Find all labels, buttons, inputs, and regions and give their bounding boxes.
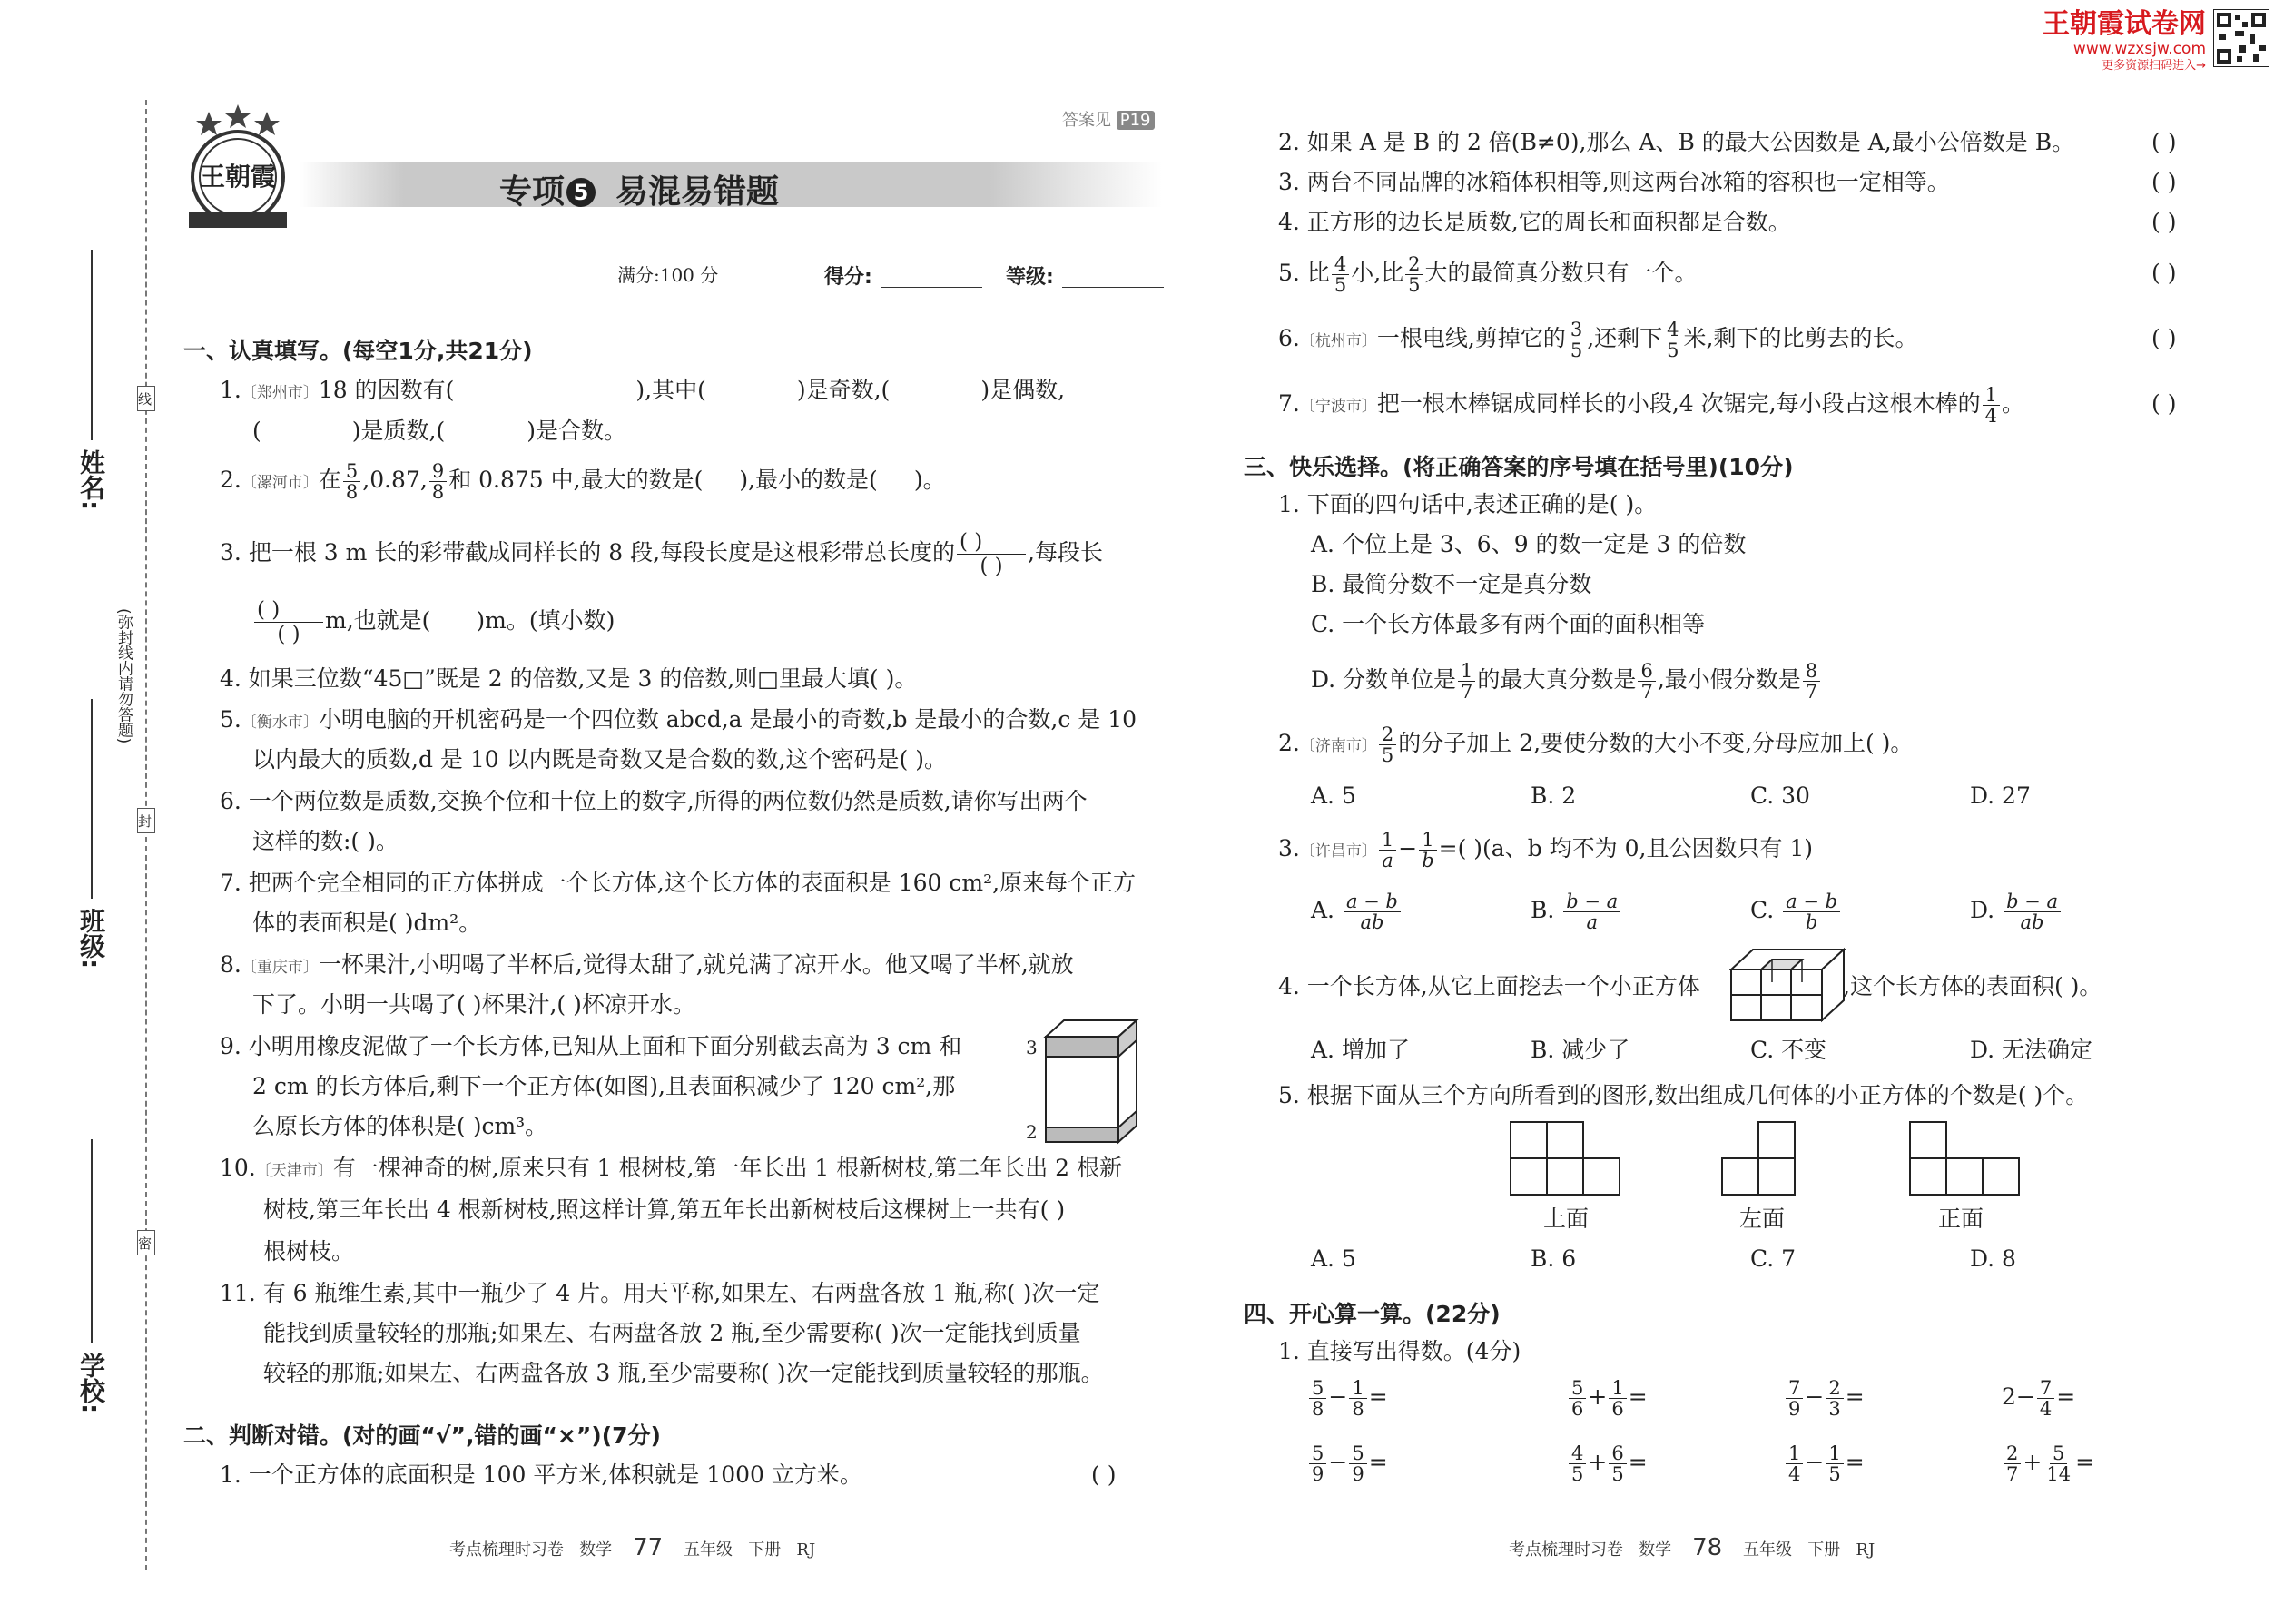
brand-block xyxy=(2024,9,2206,74)
calc-item[interactable]: $\frac{7}{9}$ − $\frac{2}{3}$ = xyxy=(1784,1378,1865,1419)
s1-q2: 2.〔漯河市〕在 $\frac{5}{8}$ ,0.87, $\frac{9}{8}$ 和 0.875 中,最大的数是( ),最小的数是( )。 xyxy=(220,460,946,503)
s1-q11-line1: 11. 有 6 瓶维生素,其中一瓶少了 4 片。用天平称,如果左、右两盘各放 1 瓶,称( )次一定 xyxy=(220,1280,1100,1306)
fig-label-3: 3 xyxy=(1026,1037,1038,1058)
s3-q4-opt-c[interactable]: C. 不变 xyxy=(1750,1037,1827,1063)
calc-item[interactable]: $\frac{4}{5}$ + $\frac{6}{5}$ = xyxy=(1567,1443,1648,1484)
s3-q1-opt-d[interactable]: D. 分数单位是 $\frac{1}{7}$ 的最大真分数是 $\frac{6}{7}$ ,最小假分数是 $\frac{8}{7}$ xyxy=(1311,661,1822,702)
qr-code-icon[interactable] xyxy=(2213,9,2269,67)
s3-q1: 1. 下面的四句话中,表述正确的是( )。 xyxy=(1278,491,1658,517)
section4-title: 四、开心算一算。(22分) xyxy=(1244,1301,1501,1327)
s3-q1-opt-c[interactable]: C. 一个长方体最多有两个面的面积相等 xyxy=(1311,611,1706,637)
topic-prefix: 专项 xyxy=(499,173,566,211)
name-label: 姓名: xyxy=(76,449,106,511)
top-view-figure xyxy=(1509,1120,1625,1198)
s3-q4-opt-a[interactable]: A. 增加了 xyxy=(1311,1037,1410,1063)
binding-mark-line: 线 xyxy=(137,386,155,411)
topic-number-badge: 5 xyxy=(566,178,596,207)
s3-q1-opt-b[interactable]: B. 最简分数不一定是真分数 xyxy=(1311,571,1592,597)
s3-q3-opt-a[interactable]: A. $\frac{a - b}{ab}$ xyxy=(1311,891,1403,932)
fig-label-2: 2 xyxy=(1026,1121,1038,1143)
s1-q5-line2: 以内最大的质数,d 是 10 以内既是奇数又是合数的数,这个密码是( )。 xyxy=(252,746,948,773)
s3-q1-opt-a[interactable]: A. 个位上是 3、6、9 的数一定是 3 的倍数 xyxy=(1311,531,1747,557)
answer-ref xyxy=(1062,107,1155,131)
s2-q4-blank[interactable]: ( ) xyxy=(2151,209,2177,235)
s1-q9-line1: 9. 小明用橡皮泥做了一个长方体,已知从上面和下面分别截去高为 3 cm 和 xyxy=(220,1033,962,1059)
binding-mark-seal: 封 xyxy=(137,808,155,833)
calc-item[interactable]: 2− $\frac{7}{4}$ = xyxy=(2002,1377,2076,1420)
s1-q6-line2: 这样的数:( )。 xyxy=(252,828,399,854)
s1-q10-line3: 根树枝。 xyxy=(263,1238,355,1265)
s2-q1-blank[interactable]: ( ) xyxy=(1091,1462,1117,1488)
s3-q4-opt-d[interactable]: D. 无法确定 xyxy=(1970,1037,2093,1063)
s3-q5-opt-c[interactable]: C. 7 xyxy=(1750,1245,1797,1272)
s1-q7-line2: 体的表面积是( )dm²。 xyxy=(252,910,482,936)
s1-q11-line2: 能找到质量较轻的那瓶;如果左、右两盘各放 2 瓶,至少需要称( )次一定能找到质量 xyxy=(263,1320,1081,1346)
cube-cutout-figure xyxy=(1729,942,1847,1024)
s3-q3-opt-c[interactable]: C. $\frac{a - b}{b}$ xyxy=(1750,891,1842,932)
grade-label: 等级: xyxy=(1006,266,1054,289)
s1-q1-line2: ( )是质数,( )是合数。 xyxy=(252,418,626,444)
binding-note: (弥封线内请勿答题) xyxy=(114,608,133,744)
section3-title: 三、快乐选择。(将正确答案的序号填在括号里)(10分) xyxy=(1244,454,1794,480)
s3-q5-opt-a[interactable]: A. 5 xyxy=(1311,1245,1356,1272)
s3-q2: 2.〔济南市〕 $\frac{2}{5}$ 的分子加上 2,要使分数的大小不变,分母应加上( )。 xyxy=(1278,723,1914,766)
front-view-label: 正面 xyxy=(1938,1206,1984,1232)
top-view-label: 上面 xyxy=(1543,1206,1590,1232)
s3-q4-part1: 4. 一个长方体,从它上面挖去一个小正方体 xyxy=(1278,973,1700,999)
binding-line xyxy=(145,100,147,1570)
s3-q3: 3.〔许昌市〕 $\frac{1}{a}$ − $\frac{1}{b}$ =( )(a、b 均不为 0,且公因数只有 1) xyxy=(1278,829,1814,871)
s3-q2-opt-a[interactable]: A. 5 xyxy=(1311,782,1356,809)
front-view-figure xyxy=(1908,1120,2024,1198)
calc-item[interactable]: $\frac{5}{9}$ − $\frac{5}{9}$ = xyxy=(1307,1443,1388,1484)
section1-title: 一、认真填写。(每空1分,共21分) xyxy=(183,338,533,364)
topic-title xyxy=(499,166,779,212)
s2-q5: 5. 比 $\frac{4}{5}$ 小,比 $\frac{2}{5}$ 大的最简真分数只有一个。 xyxy=(1278,253,1698,296)
class-field[interactable] xyxy=(91,699,93,899)
s3-q2-opt-c[interactable]: C. 30 xyxy=(1750,782,1810,809)
score-field[interactable] xyxy=(881,287,982,288)
calc-item[interactable]: $\frac{5}{8}$ − $\frac{1}{8}$ = xyxy=(1307,1378,1388,1419)
s2-q1: 1. 一个正方体的底面积是 100 平方米,体积就是 1000 立方米。 xyxy=(220,1462,862,1488)
s2-q2-blank[interactable]: ( ) xyxy=(2151,129,2177,155)
cuboid-figure xyxy=(1026,1009,1144,1146)
s2-q4: 4. 正方形的边长是质数,它的周长和面积都是合数。 xyxy=(1278,209,1791,235)
answer-ref-label: 答案见 xyxy=(1062,111,1111,130)
brand-tagline: 更多资源扫码进入→ xyxy=(2102,59,2206,73)
s1-q3-line1: 3. 把一根 3 m 长的彩带截成同样长的 8 段,每段长度是这根彩带总长度的 $\frac{( )}{( )}$ ,每段长 xyxy=(220,530,1103,578)
class-label: 班级: xyxy=(76,908,106,969)
name-field[interactable] xyxy=(91,250,93,440)
binding-mark-secret: 密 xyxy=(137,1230,155,1255)
s2-q2: 2. 如果 A 是 B 的 2 倍(B≠0),那么 A、B 的最大公因数是 A,最小公倍数是 B。 xyxy=(1278,129,2075,155)
s3-q2-opt-d[interactable]: D. 27 xyxy=(1970,782,2031,809)
logo-text: 王朝霞 xyxy=(199,162,276,192)
s4-q1: 1. 直接写出得数。(4分) xyxy=(1278,1338,1521,1364)
topic-name: 易混易错题 xyxy=(615,173,780,211)
left-view-label: 左面 xyxy=(1739,1206,1786,1232)
page-number-78: 78 xyxy=(1692,1534,1723,1561)
footer-left: 考点梳理时习卷 数学 77 五年级 下册 RJ xyxy=(449,1534,816,1561)
score-label: 得分: xyxy=(824,266,872,289)
s1-q5-line1: 5.〔衡水市〕小明电脑的开机密码是一个四位数 abcd,a 是最小的奇数,b 是最小的合数,c 是 10 xyxy=(220,706,1137,733)
calc-item[interactable]: $\frac{5}{6}$ + $\frac{1}{6}$ = xyxy=(1567,1378,1648,1419)
s3-q5-opt-d[interactable]: D. 8 xyxy=(1970,1245,2016,1272)
school-label: 学校: xyxy=(76,1353,106,1414)
school-field[interactable] xyxy=(91,1139,93,1343)
footer-right: 考点梳理时习卷 数学 78 五年级 下册 RJ xyxy=(1509,1534,1876,1561)
full-score: 满分:100 分 xyxy=(617,264,719,286)
page-number-77: 77 xyxy=(633,1534,664,1561)
s2-q6: 6.〔杭州市〕一根电线,剪掉它的 $\frac{3}{5}$ ,还剩下 $\frac{4}{5}$ 米,剩下的比剪去的长。 xyxy=(1278,319,1918,361)
s1-q11-line3: 较轻的那瓶;如果左、右两盘各放 3 瓶,至少需要称( )次一定能找到质量较轻的那瓶。 xyxy=(263,1360,1104,1386)
s3-q2-opt-b[interactable]: B. 2 xyxy=(1531,782,1577,809)
s1-q3-line2: $\frac{( )}{( )}$ m,也就是( )m。(填小数) xyxy=(252,598,615,646)
brand-name: 王朝霞试卷网 xyxy=(2043,8,2206,40)
s3-q3-opt-b[interactable]: B. $\frac{b - a}{a}$ xyxy=(1531,891,1622,932)
s1-q9-line3: 么原长方体的体积是( )cm³。 xyxy=(252,1113,548,1139)
s3-q4-part2: ,这个长方体的表面积( )。 xyxy=(1843,973,2102,999)
s2-q3: 3. 两台不同品牌的冰箱体积相等,则这两台冰箱的容积也一定相等。 xyxy=(1278,169,1950,195)
calc-item[interactable]: $\frac{2}{7}$ + $\frac{5}{14}$ = xyxy=(2002,1443,2094,1484)
s2-q7-blank[interactable]: ( ) xyxy=(2151,390,2177,417)
s3-q5-opt-b[interactable]: B. 6 xyxy=(1531,1245,1577,1272)
s3-q4-opt-b[interactable]: B. 减少了 xyxy=(1531,1037,1630,1063)
logo xyxy=(172,95,304,231)
s2-q6-blank[interactable]: ( ) xyxy=(2151,325,2177,351)
s2-q7: 7.〔宁波市〕把一根木棒锯成同样长的小段,4 次锯完,每小段占这根木棒的 $\frac{1}{4}$ 。 xyxy=(1278,384,2024,427)
left-view-figure xyxy=(1720,1120,1802,1198)
brand-url: www.wzxsjw.com xyxy=(2072,40,2206,58)
s3-q3-opt-d[interactable]: D. $\frac{b - a}{ab}$ xyxy=(1970,891,2063,932)
s1-q4: 4. 如果三位数“45□”既是 2 的倍数,又是 3 的倍数,则□里最大填( )。 xyxy=(220,665,918,692)
s1-q10-line2: 树枝,第三年长出 4 根新树枝,照这样计算,第五年长出新树枝后这棵树上一共有( ) xyxy=(263,1196,1066,1223)
s2-q5-blank[interactable]: ( ) xyxy=(2151,260,2177,286)
s1-q9-line2: 2 cm 的长方体后,剩下一个正方体(如图),且表面积减少了 120 cm²,那 xyxy=(252,1073,956,1099)
s2-q3-blank[interactable]: ( ) xyxy=(2151,169,2177,195)
s1-q8-line2: 下了。小明一共喝了( )杯果汁,( )杯凉开水。 xyxy=(252,991,695,1018)
s1-q6-line1: 6. 一个两位数是质数,交换个位和十位上的数字,所得的两位数仍然是质数,请你写出两个 xyxy=(220,788,1088,814)
grade-field[interactable] xyxy=(1062,287,1164,288)
s1-q10-line1: 10.〔天津市〕有一棵神奇的树,原来只有 1 根树枝,第一年长出 1 根新树枝,第二年长出 2 根新 xyxy=(220,1155,1123,1181)
s3-q5: 5. 根据下面从三个方向所看到的图形,数出组成几何体的小正方体的个数是( )个。 xyxy=(1278,1082,2089,1108)
section2-title: 二、判断对错。(对的画“√”,错的画“×”)(7分) xyxy=(183,1422,661,1449)
calc-item[interactable]: $\frac{1}{4}$ − $\frac{1}{5}$ = xyxy=(1784,1443,1865,1484)
answer-page-badge: P19 xyxy=(1117,111,1155,130)
s1-q1-line1: 1.〔郑州市〕18 的因数有( ),其中( )是奇数,( )是偶数, xyxy=(220,377,1066,403)
s1-q8-line1: 8.〔重庆市〕一杯果汁,小明喝了半杯后,觉得太甜了,就兑满了凉开水。他又喝了半杯,就放 xyxy=(220,951,1074,978)
s1-q7-line1: 7. 把两个完全相同的正方体拼成一个长方体,这个长方体的表面积是 160 cm²,原来每个正方 xyxy=(220,870,1137,896)
